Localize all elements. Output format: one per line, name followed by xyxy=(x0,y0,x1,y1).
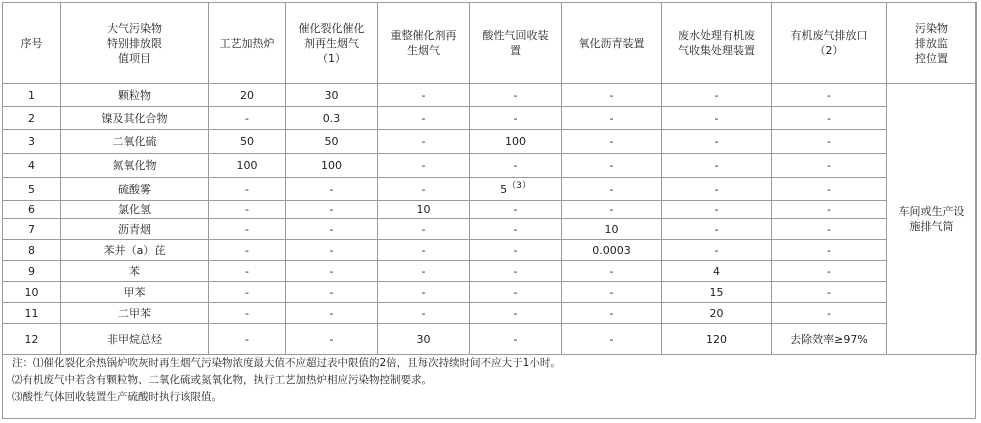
cell-c3 xyxy=(378,154,470,178)
cell-value: - xyxy=(421,159,426,172)
table-row xyxy=(3,240,977,261)
cell-value: - xyxy=(513,285,518,299)
cell-c3 xyxy=(378,282,470,303)
cell-value: 8 xyxy=(28,243,35,257)
cell-c7 xyxy=(772,107,887,130)
note-3: ⑶酸性气体回收装置生产硫酸时执行该限值。 xyxy=(12,391,222,403)
cell-c6 xyxy=(662,261,772,282)
cell-c7 xyxy=(772,178,887,201)
cell-value: 二甲苯 xyxy=(118,306,151,320)
header-row xyxy=(3,3,977,84)
cell-c2 xyxy=(286,107,378,130)
cell-value: - xyxy=(245,332,249,346)
cell-c6 xyxy=(662,240,772,261)
cell-c4 xyxy=(470,240,562,261)
table-row xyxy=(3,303,977,324)
cell-c7 xyxy=(772,261,887,282)
cell-value: - xyxy=(329,222,334,236)
column-header: 有机废气排放口 （2） xyxy=(772,3,887,84)
cell-value: - xyxy=(609,111,614,125)
column-header: 氧化沥青装置 xyxy=(562,3,662,84)
cell-no xyxy=(3,240,61,261)
cell-value: 10 xyxy=(604,222,619,236)
cell-c7 xyxy=(772,303,887,324)
cell-c3 xyxy=(378,107,470,130)
monitor-location-cell: 车间或生产设 施排气筒 xyxy=(887,84,977,355)
cell-c2 xyxy=(286,219,378,240)
cell-c4 xyxy=(470,178,562,201)
cell-c3 xyxy=(378,261,470,282)
cell-c3 xyxy=(378,219,470,240)
cell-c4 xyxy=(470,219,562,240)
cell-value: - xyxy=(827,159,831,172)
cell-value: - xyxy=(329,243,334,257)
cell-value: - xyxy=(421,222,426,236)
column-header: 污染物 排放监 控位置 xyxy=(887,3,977,84)
cell-c3 xyxy=(378,303,470,324)
cell-value: - xyxy=(245,182,249,196)
table-row xyxy=(3,178,977,201)
cell-item xyxy=(61,107,209,130)
cell-c5 xyxy=(562,261,662,282)
cell-value: 100 xyxy=(236,159,258,172)
cell-c1 xyxy=(209,201,286,219)
cell-c5 xyxy=(562,154,662,178)
cell-c3 xyxy=(378,130,470,154)
cell-value: - xyxy=(329,285,334,299)
cell-c4 xyxy=(470,107,562,130)
cell-c3 xyxy=(378,178,470,201)
cell-value: - xyxy=(421,88,426,102)
cell-value: 0.3 xyxy=(322,111,341,125)
cell-c2 xyxy=(286,178,378,201)
column-header: 废水处理有机废 气收集处理装置 xyxy=(662,3,772,84)
cell-value: - xyxy=(827,182,831,196)
cell-no xyxy=(3,178,61,201)
cell-value: 10 xyxy=(24,285,39,299)
cell-item xyxy=(61,219,209,240)
cell-item xyxy=(61,261,209,282)
cell-value: - xyxy=(513,159,518,172)
cell-value: - xyxy=(513,306,518,320)
table-body xyxy=(3,3,977,355)
cell-value: - xyxy=(827,111,831,125)
cell-value: 6 xyxy=(28,203,35,216)
cell-c1 xyxy=(209,324,286,355)
cell-value: 3 xyxy=(28,135,35,148)
cell-value: - xyxy=(245,306,249,320)
cell-value: - xyxy=(421,264,426,278)
cell-value: - xyxy=(827,222,831,236)
column-header: 大气污染物 特别排放限 值项目 xyxy=(61,3,209,84)
column-header: 序号 xyxy=(3,3,61,84)
cell-value: - xyxy=(421,135,426,148)
cell-value: - xyxy=(513,264,518,278)
cell-c7 xyxy=(772,219,887,240)
cell-c4 xyxy=(470,303,562,324)
cell-value: - xyxy=(609,88,614,102)
emission-limits-table xyxy=(2,2,977,355)
cell-item xyxy=(61,154,209,178)
cell-item xyxy=(61,201,209,219)
cell-value: 5 xyxy=(28,182,35,196)
cell-value: 5 xyxy=(500,182,508,196)
cell-c6 xyxy=(662,324,772,355)
cell-c1 xyxy=(209,240,286,261)
cell-value: 1 xyxy=(28,88,35,102)
cell-c5 xyxy=(562,201,662,219)
cell-value: 10 xyxy=(416,203,431,216)
cell-c5 xyxy=(562,303,662,324)
cell-value: 120 xyxy=(706,332,727,346)
cell-value: - xyxy=(827,135,831,148)
cell-c7 xyxy=(772,282,887,303)
cell-value: - xyxy=(421,306,426,320)
cell-value: - xyxy=(609,203,614,216)
cell-value: - xyxy=(513,111,518,125)
cell-c4 xyxy=(470,130,562,154)
cell-c7 xyxy=(772,324,887,355)
cell-c4 xyxy=(470,201,562,219)
cell-c6 xyxy=(662,130,772,154)
cell-c2 xyxy=(286,130,378,154)
cell-no xyxy=(3,282,61,303)
cell-value: - xyxy=(513,88,518,102)
cell-c4 xyxy=(470,324,562,355)
cell-value: 苯并（a）芘 xyxy=(103,243,166,257)
cell-value: - xyxy=(714,182,719,196)
cell-value: - xyxy=(609,159,614,172)
cell-value: 7 xyxy=(28,222,35,236)
cell-value: 0.0003 xyxy=(592,243,631,257)
cell-c7 xyxy=(772,201,887,219)
cell-value: - xyxy=(513,203,518,216)
cell-value: - xyxy=(827,88,831,102)
cell-value: - xyxy=(329,203,334,216)
cell-c4 xyxy=(470,84,562,107)
cell-item xyxy=(61,282,209,303)
cell-value: - xyxy=(827,306,831,320)
cell-value: - xyxy=(329,264,334,278)
cell-value: - xyxy=(714,135,719,148)
cell-value: - xyxy=(245,222,249,236)
cell-value: - xyxy=(714,159,719,172)
cell-item xyxy=(61,178,209,201)
cell-value: - xyxy=(513,222,518,236)
cell-value: 二氧化硫 xyxy=(112,135,157,148)
cell-value: - xyxy=(513,243,518,257)
cell-value: - xyxy=(245,285,249,299)
cell-c1 xyxy=(209,261,286,282)
cell-c2 xyxy=(286,154,378,178)
cell-value: 甲苯 xyxy=(123,285,146,299)
cell-c6 xyxy=(662,154,772,178)
cell-c7 xyxy=(772,84,887,107)
cell-value: - xyxy=(245,243,249,257)
cell-c5 xyxy=(562,130,662,154)
cell-value: - xyxy=(245,111,249,125)
cell-c2 xyxy=(286,303,378,324)
cell-item xyxy=(61,130,209,154)
cell-value: 镍及其化合物 xyxy=(101,111,168,125)
cell-value: 9 xyxy=(28,264,35,278)
cell-c1 xyxy=(209,107,286,130)
table-row xyxy=(3,219,977,240)
table-row xyxy=(3,107,977,130)
cell-value: - xyxy=(609,306,614,320)
cell-c2 xyxy=(286,84,378,107)
cell-value: - xyxy=(609,285,614,299)
cell-value: - xyxy=(609,182,614,196)
cell-value: - xyxy=(609,135,614,148)
cell-value: 11 xyxy=(24,306,39,320)
cell-no xyxy=(3,107,61,130)
cell-c5 xyxy=(562,107,662,130)
cell-value: - xyxy=(714,203,719,216)
cell-value: 30 xyxy=(324,88,339,102)
cell-c1 xyxy=(209,84,286,107)
cell-c4 xyxy=(470,154,562,178)
cell-c4 xyxy=(470,261,562,282)
cell-no xyxy=(3,201,61,219)
cell-value: 沥青烟 xyxy=(118,222,151,236)
cell-c2 xyxy=(286,240,378,261)
column-header: 酸性气回收装 置 xyxy=(470,3,562,84)
cell-c1 xyxy=(209,282,286,303)
cell-c6 xyxy=(662,84,772,107)
cell-item xyxy=(61,324,209,355)
cell-no xyxy=(3,84,61,107)
cell-value: 去除效率≥97% xyxy=(790,332,868,346)
cell-value: 2 xyxy=(28,111,35,125)
cell-value: 非甲烷总烃 xyxy=(107,332,162,346)
cell-c5 xyxy=(562,178,662,201)
cell-value: - xyxy=(329,182,334,196)
cell-c1 xyxy=(209,130,286,154)
cell-item xyxy=(61,84,209,107)
cell-c4 xyxy=(470,282,562,303)
table-row xyxy=(3,282,977,303)
cell-c1 xyxy=(209,178,286,201)
cell-c6 xyxy=(662,201,772,219)
table-notes xyxy=(12,355,561,406)
cell-c5 xyxy=(562,219,662,240)
cell-c2 xyxy=(286,282,378,303)
cell-c3 xyxy=(378,201,470,219)
table-row xyxy=(3,261,977,282)
table-row xyxy=(3,324,977,355)
cell-value: - xyxy=(329,306,334,320)
cell-value: 20 xyxy=(240,88,254,102)
cell-c5 xyxy=(562,84,662,107)
cell-value: - xyxy=(329,332,334,346)
cell-c1 xyxy=(209,154,286,178)
cell-c1 xyxy=(209,219,286,240)
cell-value: - xyxy=(714,88,719,102)
cell-c7 xyxy=(772,130,887,154)
cell-value: 100 xyxy=(321,159,342,172)
cell-value: - xyxy=(421,111,426,125)
note-2: ⑵有机废气中若含有颗粒物、二氧化硫或氮氧化物，执行工艺加热炉相应污染物控制要求。 xyxy=(12,374,432,386)
cell-item xyxy=(61,240,209,261)
cell-value: - xyxy=(827,203,831,216)
cell-value: 氮氧化物 xyxy=(112,159,157,172)
cell-c3 xyxy=(378,84,470,107)
column-header: 工艺加热炉 xyxy=(209,3,286,84)
cell-value: - xyxy=(714,222,719,236)
cell-value: - xyxy=(609,264,614,278)
cell-c6 xyxy=(662,303,772,324)
cell-c7 xyxy=(772,240,887,261)
cell-value: 硫酸雾 xyxy=(118,182,151,196)
table-row xyxy=(3,201,977,219)
cell-value: - xyxy=(714,111,719,125)
cell-c7 xyxy=(772,154,887,178)
cell-value: - xyxy=(827,243,831,257)
cell-c5 xyxy=(562,324,662,355)
cell-value: 12 xyxy=(24,332,39,346)
cell-value: - xyxy=(421,243,426,257)
cell-value: - xyxy=(245,203,249,216)
cell-value: 15 xyxy=(709,285,724,299)
cell-value: 20 xyxy=(709,306,724,320)
cell-value: 100 xyxy=(505,135,526,148)
column-header: 催化裂化催化 剂再生烟气 （1） xyxy=(286,3,378,84)
cell-c3 xyxy=(378,324,470,355)
cell-c6 xyxy=(662,178,772,201)
table-row xyxy=(3,130,977,154)
cell-value: 50 xyxy=(240,135,254,148)
footnote-marker: （3） xyxy=(507,180,531,191)
cell-item xyxy=(61,303,209,324)
cell-value: - xyxy=(421,182,426,196)
cell-c3 xyxy=(378,240,470,261)
cell-value: 颗粒物 xyxy=(118,88,151,102)
cell-no xyxy=(3,219,61,240)
table-row xyxy=(3,84,977,107)
cell-c2 xyxy=(286,201,378,219)
cell-c6 xyxy=(662,219,772,240)
cell-value: 氯化氢 xyxy=(118,203,151,216)
cell-value: - xyxy=(245,264,249,278)
column-header: 重整催化剂再 生烟气 xyxy=(378,3,470,84)
cell-value: 苯 xyxy=(129,264,140,278)
cell-value: - xyxy=(827,285,831,299)
cell-value: 4 xyxy=(713,264,720,278)
cell-c5 xyxy=(562,240,662,261)
cell-value: - xyxy=(827,264,831,278)
cell-value: - xyxy=(513,332,518,346)
cell-value: 50 xyxy=(324,135,339,148)
cell-c5 xyxy=(562,282,662,303)
cell-no xyxy=(3,154,61,178)
cell-no xyxy=(3,261,61,282)
cell-value: - xyxy=(609,332,614,346)
table-row xyxy=(3,154,977,178)
cell-c2 xyxy=(286,261,378,282)
cell-value: - xyxy=(421,285,426,299)
note-1: 注：⑴催化裂化余热锅炉吹灰时再生烟气污染物浓度最大值不应超过表中限值的2倍，且每次持续时间不应大于1小时。 xyxy=(12,357,561,369)
cell-value: 4 xyxy=(28,159,35,172)
cell-value: - xyxy=(714,243,719,257)
cell-c1 xyxy=(209,303,286,324)
cell-c2 xyxy=(286,324,378,355)
cell-no xyxy=(3,303,61,324)
cell-no xyxy=(3,324,61,355)
cell-c6 xyxy=(662,282,772,303)
cell-value: 30 xyxy=(416,332,431,346)
cell-c6 xyxy=(662,107,772,130)
cell-no xyxy=(3,130,61,154)
